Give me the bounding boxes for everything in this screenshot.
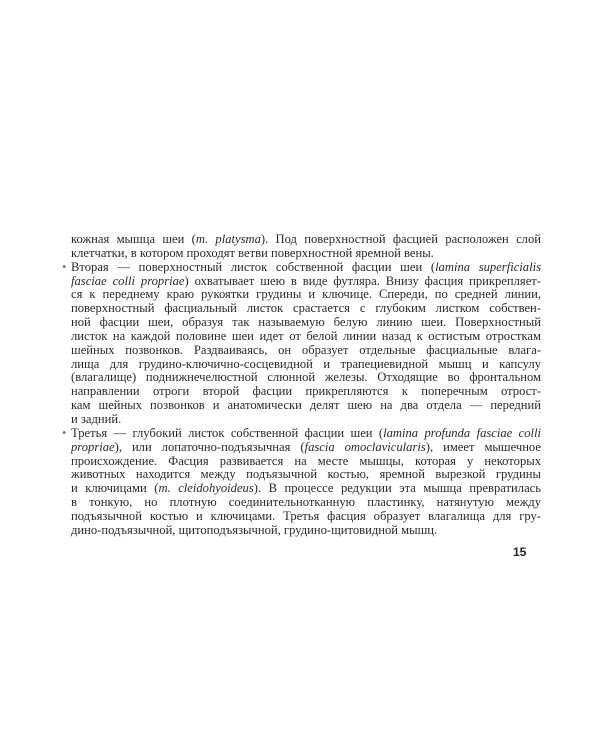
text-segment: происхождение. Фасция развивается на месте мышцы, которая у некоторых	[71, 453, 541, 468]
latin-term: m. platysma	[195, 232, 261, 246]
text-line	[71, 496, 541, 510]
page-number: 15	[513, 545, 527, 559]
text-line	[71, 441, 541, 455]
text-segment: ), или лопаточно-подъязычная (	[114, 439, 305, 454]
text-segment: кожная мышца шеи (	[71, 232, 196, 246]
text-line	[71, 344, 541, 358]
text-segment: и ключицами (	[71, 481, 159, 496]
text-line	[71, 482, 541, 496]
text-segment: ной фасции шеи, образуя так называемую белую линию шеи. Поверхностный	[71, 315, 541, 330]
text-segment: клетчатки, в котором проходят ветви поверхностной яремной вены.	[71, 245, 434, 260]
bullet-icon: •	[62, 259, 67, 274]
text-line	[71, 468, 541, 482]
text-line	[62, 259, 541, 275]
text-segment: листок на каждой половине шеи идет от белой линии назад к остистым отросткам	[71, 328, 541, 343]
text-segment: поверхностный фасциальный листок срастается с глубоким листком собствен-	[71, 301, 541, 316]
text-line	[71, 371, 541, 385]
text-line	[71, 288, 541, 302]
text-segment: ), имеет мышечное	[425, 439, 541, 454]
text-line	[71, 316, 541, 330]
text-line	[71, 510, 541, 524]
text-line	[71, 330, 541, 344]
latin-term: propriae	[71, 439, 115, 454]
text-line	[71, 413, 541, 427]
latin-term: m. cleidohyoideus	[158, 481, 254, 496]
text-line	[62, 425, 542, 441]
text-line	[71, 358, 541, 372]
latin-term: lamina profunda fasciae colli	[383, 425, 542, 440]
text-segment: направлении отроги второй фасции прикрепляются к поперечным отрост-	[71, 384, 541, 399]
text-segment: ). Под поверхностной фасцией расположен слой	[260, 232, 541, 246]
text-segment: ) охватывает шею в виде футляра. Внизу фасция прикрепляет-	[184, 273, 541, 288]
bullet-icon: •	[62, 425, 67, 440]
text-segment: в тонкую, но плотную соединительнотканную пластинку, натянутую между	[71, 495, 541, 510]
body-text	[62, 232, 542, 538]
text-line	[71, 275, 541, 289]
latin-term: fasciae colli propriae	[71, 273, 185, 288]
text-segment: дино-подъязычной, щитоподъязычной, грудино-щитовидной мышц.	[71, 522, 438, 537]
latin-term: fascia omoclavicularis	[304, 439, 426, 454]
text-line	[71, 233, 541, 247]
text-line	[71, 385, 541, 399]
text-segment: подъязычной костью и ключицами. Третья фасция образует влагалища для гру-	[71, 508, 541, 523]
text-segment: кам шейных позвонков и анатомически делят шею на два отдела — передний	[71, 398, 541, 413]
text-line	[71, 524, 541, 538]
text-line	[71, 399, 541, 413]
text-segment: (влагалище) поднижнечелюстной слюнной железы. Отходящие во фронтальном	[71, 370, 541, 385]
text-segment: Вторая — поверхностный листок собственной фасции шеи (	[71, 259, 436, 274]
text-line	[71, 302, 541, 316]
text-line	[71, 455, 541, 469]
latin-term: lamina superficialis	[435, 259, 541, 274]
text-segment: Третья — глубокий листок собственной фасции шеи (	[71, 425, 384, 440]
text-segment: лища для грудино-ключично-сосцевидной и трапециевидной мышц и капсулу	[71, 356, 541, 371]
text-segment: ся к переднему краю рукоятки грудины и ключице. Спереди, по средней линии,	[71, 287, 541, 302]
text-segment: ). В процессе редукции эта мышца превратилась	[253, 481, 541, 496]
text-line	[71, 247, 541, 261]
text-segment: животных находится между подъязычной костью, яремной вырезкой грудины	[71, 467, 541, 482]
text-segment: и задний.	[71, 411, 122, 426]
text-segment: шейных позвонков. Раздваиваясь, он образует отдельные фасциальные влага-	[71, 342, 541, 357]
